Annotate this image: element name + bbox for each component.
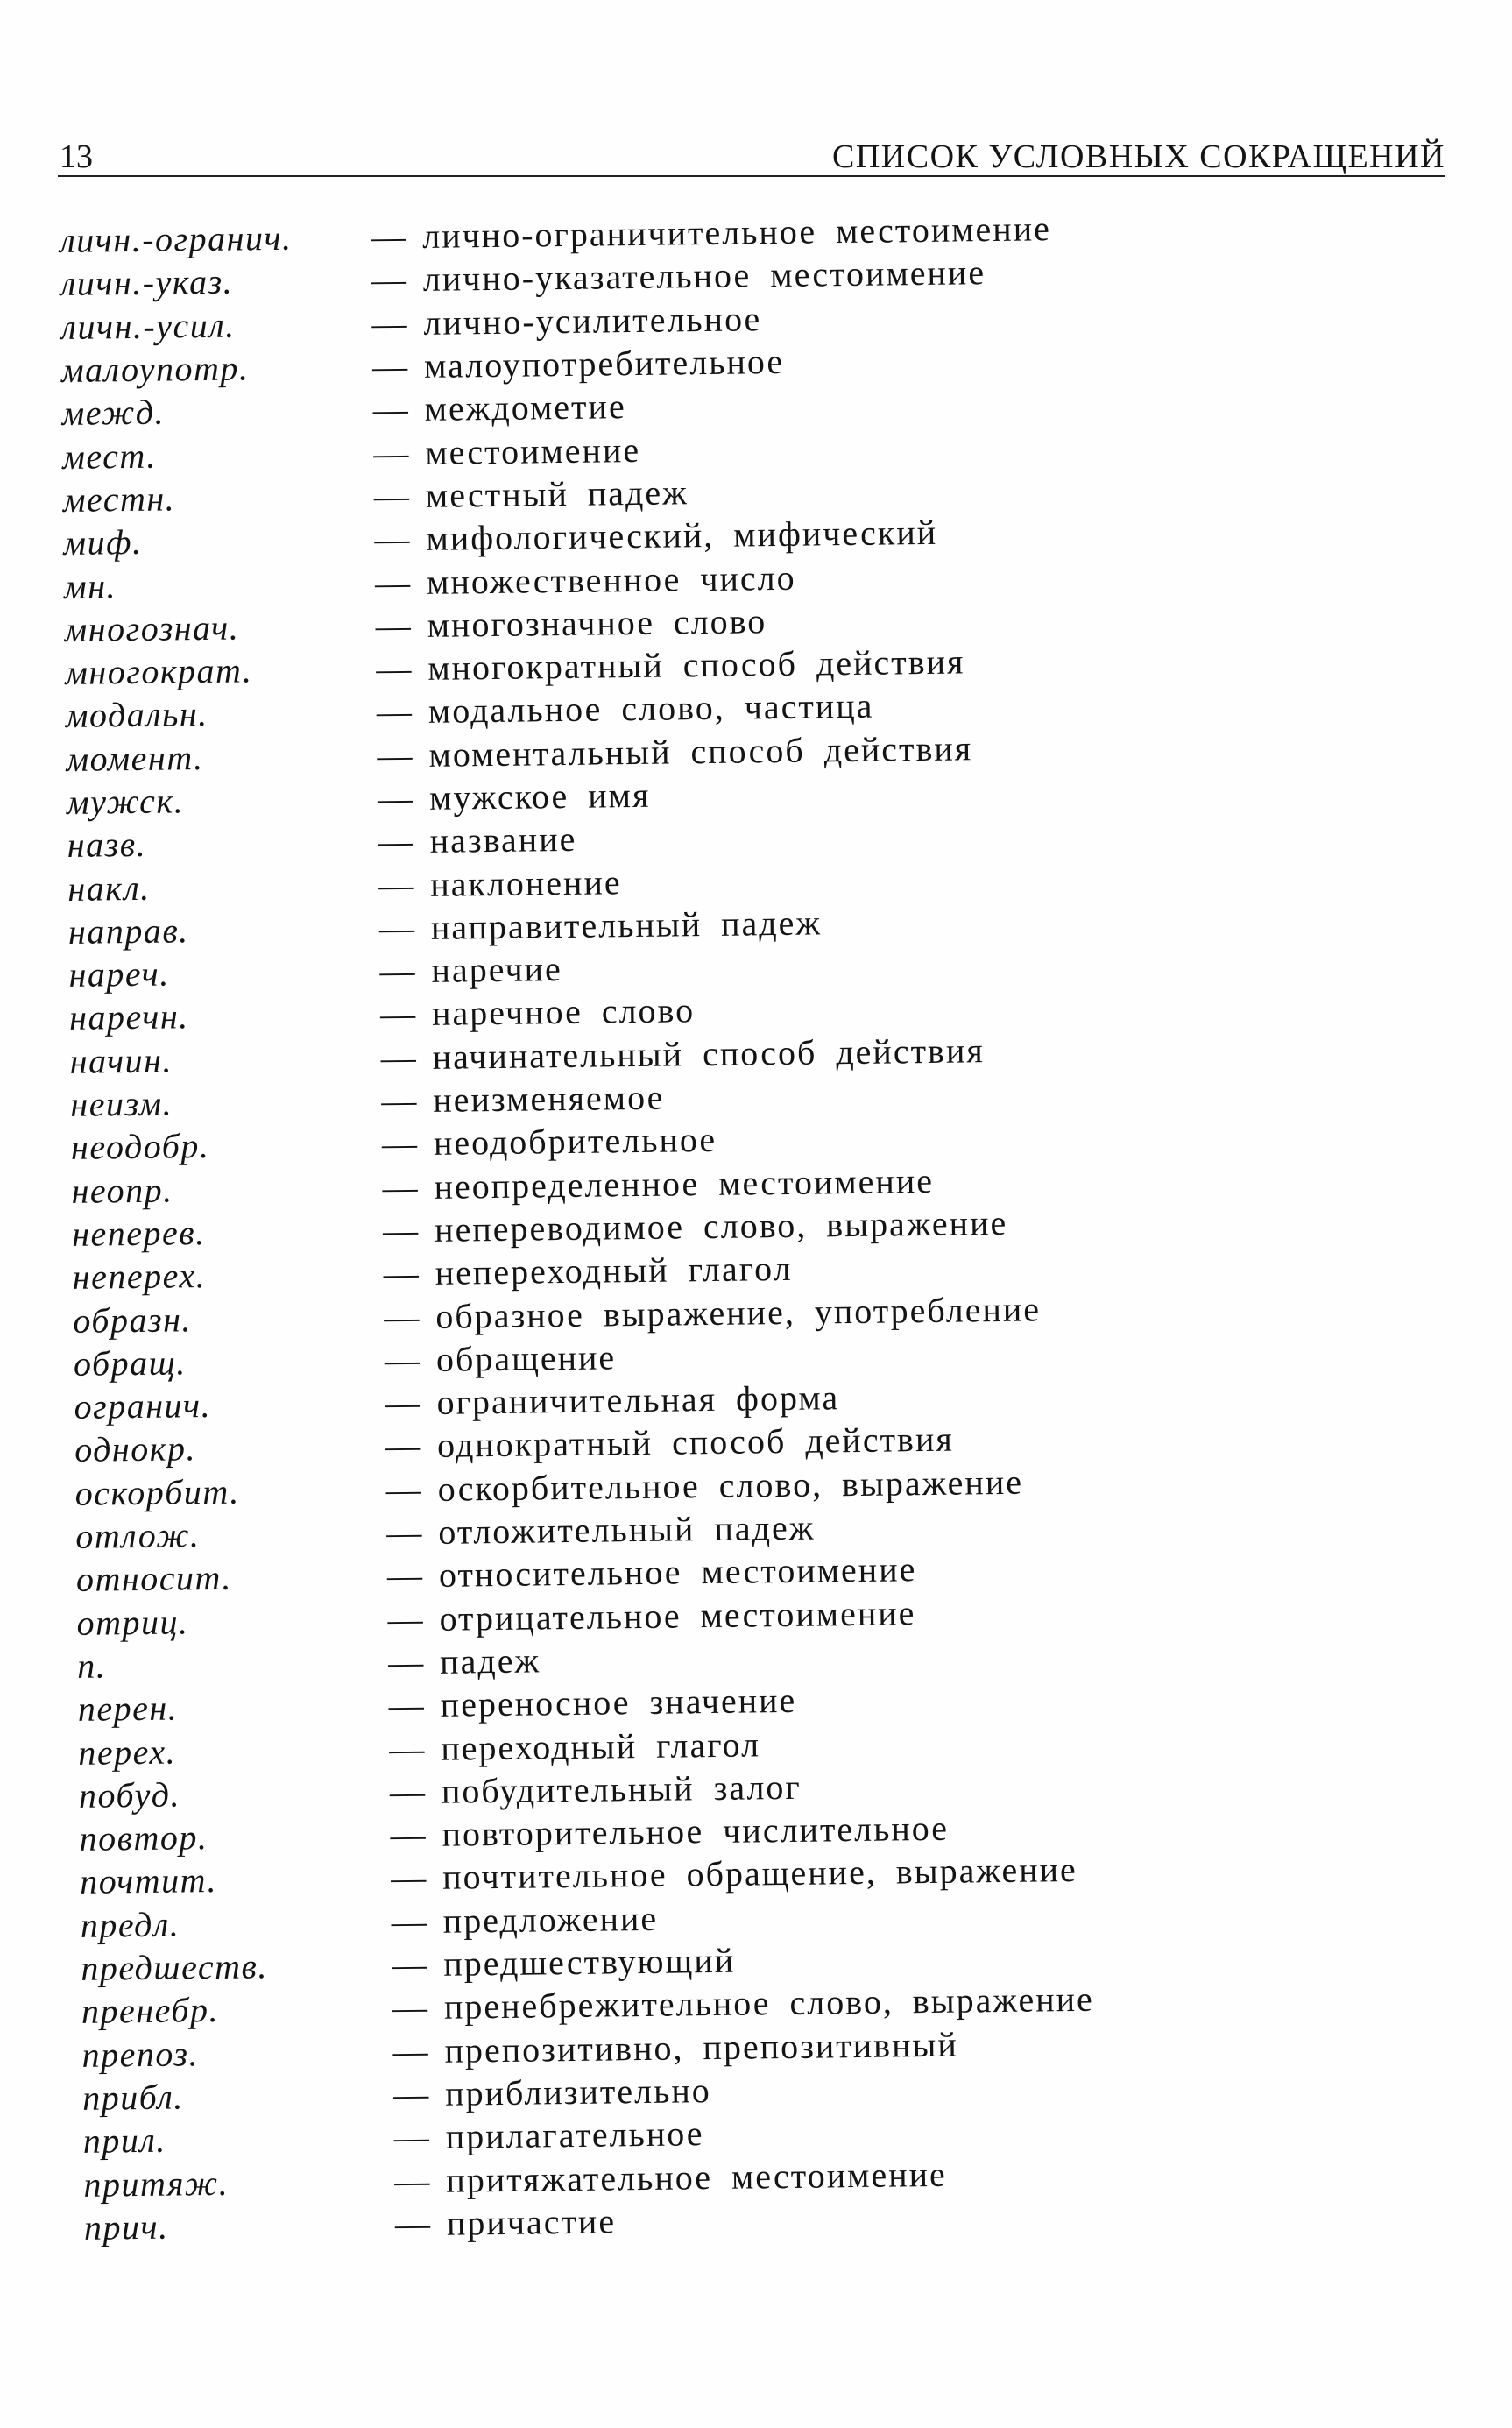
abbreviation-meaning: неопределенное местоимение: [434, 1160, 935, 1207]
entry-dash: —: [375, 605, 411, 646]
abbreviation: неперев.: [71, 1213, 206, 1254]
abbreviation-meaning: препозитивно, препозитивный: [444, 2024, 958, 2071]
entry-dash: —: [374, 519, 410, 559]
abbreviation-meaning: лично-указательное местоимение: [422, 252, 986, 300]
abbreviation: неперех.: [72, 1256, 207, 1298]
abbreviation-meaning: направительный падеж: [430, 903, 823, 947]
abbreviation-meaning: множественное число: [426, 557, 796, 602]
entry-dash: —: [389, 1728, 425, 1769]
entry-dash: —: [377, 778, 413, 818]
entry-dash: —: [390, 1858, 427, 1898]
abbreviation-meaning: название: [429, 819, 577, 861]
abbreviation: накл.: [67, 867, 151, 909]
entry-dash: —: [392, 2073, 429, 2114]
abbreviation: личн.-указ.: [60, 262, 234, 304]
abbreviation: огранич.: [74, 1385, 212, 1427]
abbreviation-list: [60, 207, 1097, 2249]
entry-dash: —: [374, 562, 411, 603]
abbreviation: оскорбит.: [74, 1471, 240, 1513]
abbreviation: мужск.: [66, 781, 185, 822]
abbreviation-meaning: малоупотребительное: [423, 341, 785, 386]
entry-dash: —: [381, 1123, 418, 1164]
abbreviation: однокр.: [74, 1428, 197, 1470]
entry-dash: —: [379, 951, 415, 991]
abbreviation-meaning: непереводимое слово, выражение: [434, 1202, 1008, 1249]
abbreviation-meaning: приблизительно: [444, 2070, 712, 2113]
header-rule: [58, 175, 1445, 177]
abbreviation-meaning: мужское имя: [428, 775, 651, 818]
abbreviation-meaning: переходный глагол: [441, 1724, 761, 1768]
abbreviation: относит.: [75, 1558, 233, 1600]
abbreviation-meaning: неодобрительное: [433, 1120, 717, 1164]
abbreviation: неодобр.: [70, 1126, 210, 1168]
entry-dash: —: [371, 259, 407, 301]
abbreviation-meaning: обращение: [435, 1337, 617, 1379]
abbreviation: отриц.: [76, 1601, 189, 1643]
entry-dash: —: [377, 734, 413, 775]
abbreviation: мест.: [62, 435, 157, 477]
abbreviation-meaning: местный падеж: [425, 472, 689, 515]
abbreviation-meaning: лично-ограничительное местоимение: [421, 209, 1052, 257]
entry-dash: —: [376, 648, 412, 689]
entry-dash: —: [382, 1166, 418, 1207]
entry-dash: —: [373, 432, 409, 473]
entry-dash: —: [373, 476, 410, 516]
entry-dash: —: [384, 1339, 420, 1380]
abbreviation-meaning: моментальный способ действия: [428, 728, 973, 775]
abbreviation-meaning: междометие: [424, 386, 626, 429]
abbreviation: малоупотр.: [60, 348, 250, 391]
abbreviation: прил.: [82, 2120, 167, 2162]
abbreviation: назв.: [67, 825, 147, 866]
entry-dash: —: [371, 302, 407, 343]
entry-dash: —: [385, 1383, 420, 1423]
abbreviation: образн.: [73, 1299, 193, 1341]
abbreviation-meaning: побудительный залог: [441, 1766, 802, 1811]
entry-dash: —: [371, 346, 408, 386]
entry-dash: —: [392, 1987, 428, 2028]
abbreviation-meaning: переносное значение: [440, 1681, 797, 1725]
abbreviation-meaning: неизменяемое: [433, 1077, 665, 1120]
abbreviation-meaning: падеж: [439, 1640, 541, 1681]
entry-dash: —: [378, 908, 415, 948]
entry-dash: —: [378, 821, 413, 861]
abbreviation: почтит.: [79, 1860, 218, 1902]
abbreviation-meaning: отрицательное местоимение: [439, 1592, 916, 1639]
entry-dash: —: [387, 1641, 424, 1682]
entry-dash: —: [390, 1815, 426, 1855]
abbreviation: многознач.: [64, 607, 240, 649]
entry-dash: —: [386, 1512, 422, 1553]
entry-dash: —: [379, 994, 416, 1035]
entry-dash: —: [388, 1685, 425, 1725]
abbreviation-meaning: образное выражение, употребление: [435, 1288, 1042, 1336]
abbreviation: п.: [76, 1646, 107, 1686]
abbreviation: личн.-огранич.: [60, 217, 293, 261]
abbreviation: неопр.: [71, 1170, 173, 1211]
abbreviation: перех.: [78, 1731, 177, 1773]
abbreviation: притяж.: [83, 2163, 230, 2205]
entry-dash: —: [378, 864, 414, 905]
entry-dash: —: [389, 1771, 426, 1812]
abbreviation: перен.: [77, 1688, 179, 1730]
abbreviation: наречн.: [68, 996, 189, 1038]
abbreviation: предшеств.: [81, 1946, 269, 1988]
abbreviation-meaning: многократный способ действия: [427, 641, 965, 689]
abbreviation-meaning: мифологический, мифический: [426, 513, 938, 559]
abbreviation-meaning: модальное слово, частица: [427, 686, 874, 732]
abbreviation: мн.: [63, 565, 117, 606]
abbreviation: местн.: [62, 478, 176, 520]
abbreviation-meaning: относительное местоимение: [438, 1549, 917, 1596]
abbreviation: повтор.: [79, 1817, 208, 1858]
abbreviation-meaning: начинательный способ действия: [432, 1030, 985, 1077]
abbreviation: пренебр.: [81, 1990, 220, 2032]
entry-dash: —: [391, 1901, 427, 1942]
entry-dash: —: [370, 216, 406, 257]
abbreviation-meaning: многозначное слово: [427, 600, 767, 645]
entry-dash: —: [383, 1253, 420, 1293]
abbreviation: момент.: [66, 737, 204, 779]
entry-dash: —: [372, 389, 408, 429]
entry-dash: —: [387, 1598, 423, 1639]
abbreviation: межд.: [61, 392, 166, 434]
abbreviation: модальн.: [65, 694, 208, 736]
entry-dash: —: [392, 2030, 428, 2071]
abbreviation: отлож.: [75, 1515, 201, 1556]
section-title: СПИСОК УСЛОВНЫХ СОКРАЩЕНИЙ: [832, 138, 1445, 175]
abbreviation: побуд.: [78, 1774, 181, 1816]
abbreviation: прич.: [83, 2206, 169, 2247]
entry-dash: —: [382, 1210, 419, 1250]
entry-dash: —: [376, 691, 413, 733]
entry-dash: —: [381, 1080, 417, 1121]
abbreviation-meaning: причастие: [446, 2201, 617, 2243]
abbreviation-meaning: оскорбительное слово, выражение: [437, 1462, 1024, 1509]
page-number: 13: [60, 138, 93, 175]
abbreviation-meaning: ограничительная форма: [436, 1377, 840, 1422]
entry-dash: —: [393, 2117, 430, 2157]
abbreviation: начин.: [69, 1040, 173, 1081]
abbreviation-meaning: отложительный падеж: [438, 1507, 816, 1552]
abbreviation-meaning: местоимение: [425, 429, 641, 472]
running-header: [60, 133, 1445, 173]
entry-dash: —: [385, 1426, 421, 1467]
abbreviation-meaning: непереходный глагол: [435, 1249, 793, 1293]
abbreviation-meaning: предложение: [442, 1898, 659, 1941]
entry-dash: —: [394, 2203, 431, 2244]
abbreviation-meaning: предшествующий: [443, 1940, 736, 1984]
abbreviation-meaning: пренебрежительное слово, выражение: [443, 1979, 1095, 2028]
abbreviation-meaning: наречие: [431, 949, 562, 991]
abbreviation-meaning: повторительное числительное: [442, 1808, 950, 1854]
abbreviation: прибл.: [81, 2077, 185, 2118]
abbreviation-meaning: почтительное обращение, выражение: [442, 1850, 1078, 1898]
abbreviation-meaning: наречное слово: [431, 990, 696, 1034]
abbreviation-meaning: притяжательное местоимение: [446, 2154, 948, 2200]
abbreviation: препоз.: [81, 2033, 200, 2075]
entry-dash: —: [392, 1944, 427, 1985]
abbreviation-meaning: лично-усилительное: [423, 298, 762, 343]
abbreviation-meaning: однократный способ действия: [436, 1419, 954, 1466]
abbreviation: обращ.: [73, 1342, 187, 1384]
entry-dash: —: [385, 1469, 422, 1510]
abbreviation: предл.: [80, 1904, 180, 1945]
abbreviation: миф.: [63, 522, 143, 563]
abbreviation: неизм.: [70, 1083, 173, 1125]
abbreviation: многократ.: [65, 650, 253, 693]
entry-dash: —: [384, 1296, 420, 1337]
abbreviation-meaning: прилагательное: [445, 2113, 704, 2156]
abbreviation: направ.: [67, 910, 189, 952]
entry-dash: —: [380, 1037, 416, 1078]
abbreviation: личн.-усил.: [60, 305, 236, 347]
entry-dash: —: [386, 1555, 423, 1596]
abbreviation-meaning: наклонение: [430, 861, 622, 904]
entry-dash: —: [394, 2160, 430, 2200]
abbreviation: нареч.: [68, 953, 170, 995]
